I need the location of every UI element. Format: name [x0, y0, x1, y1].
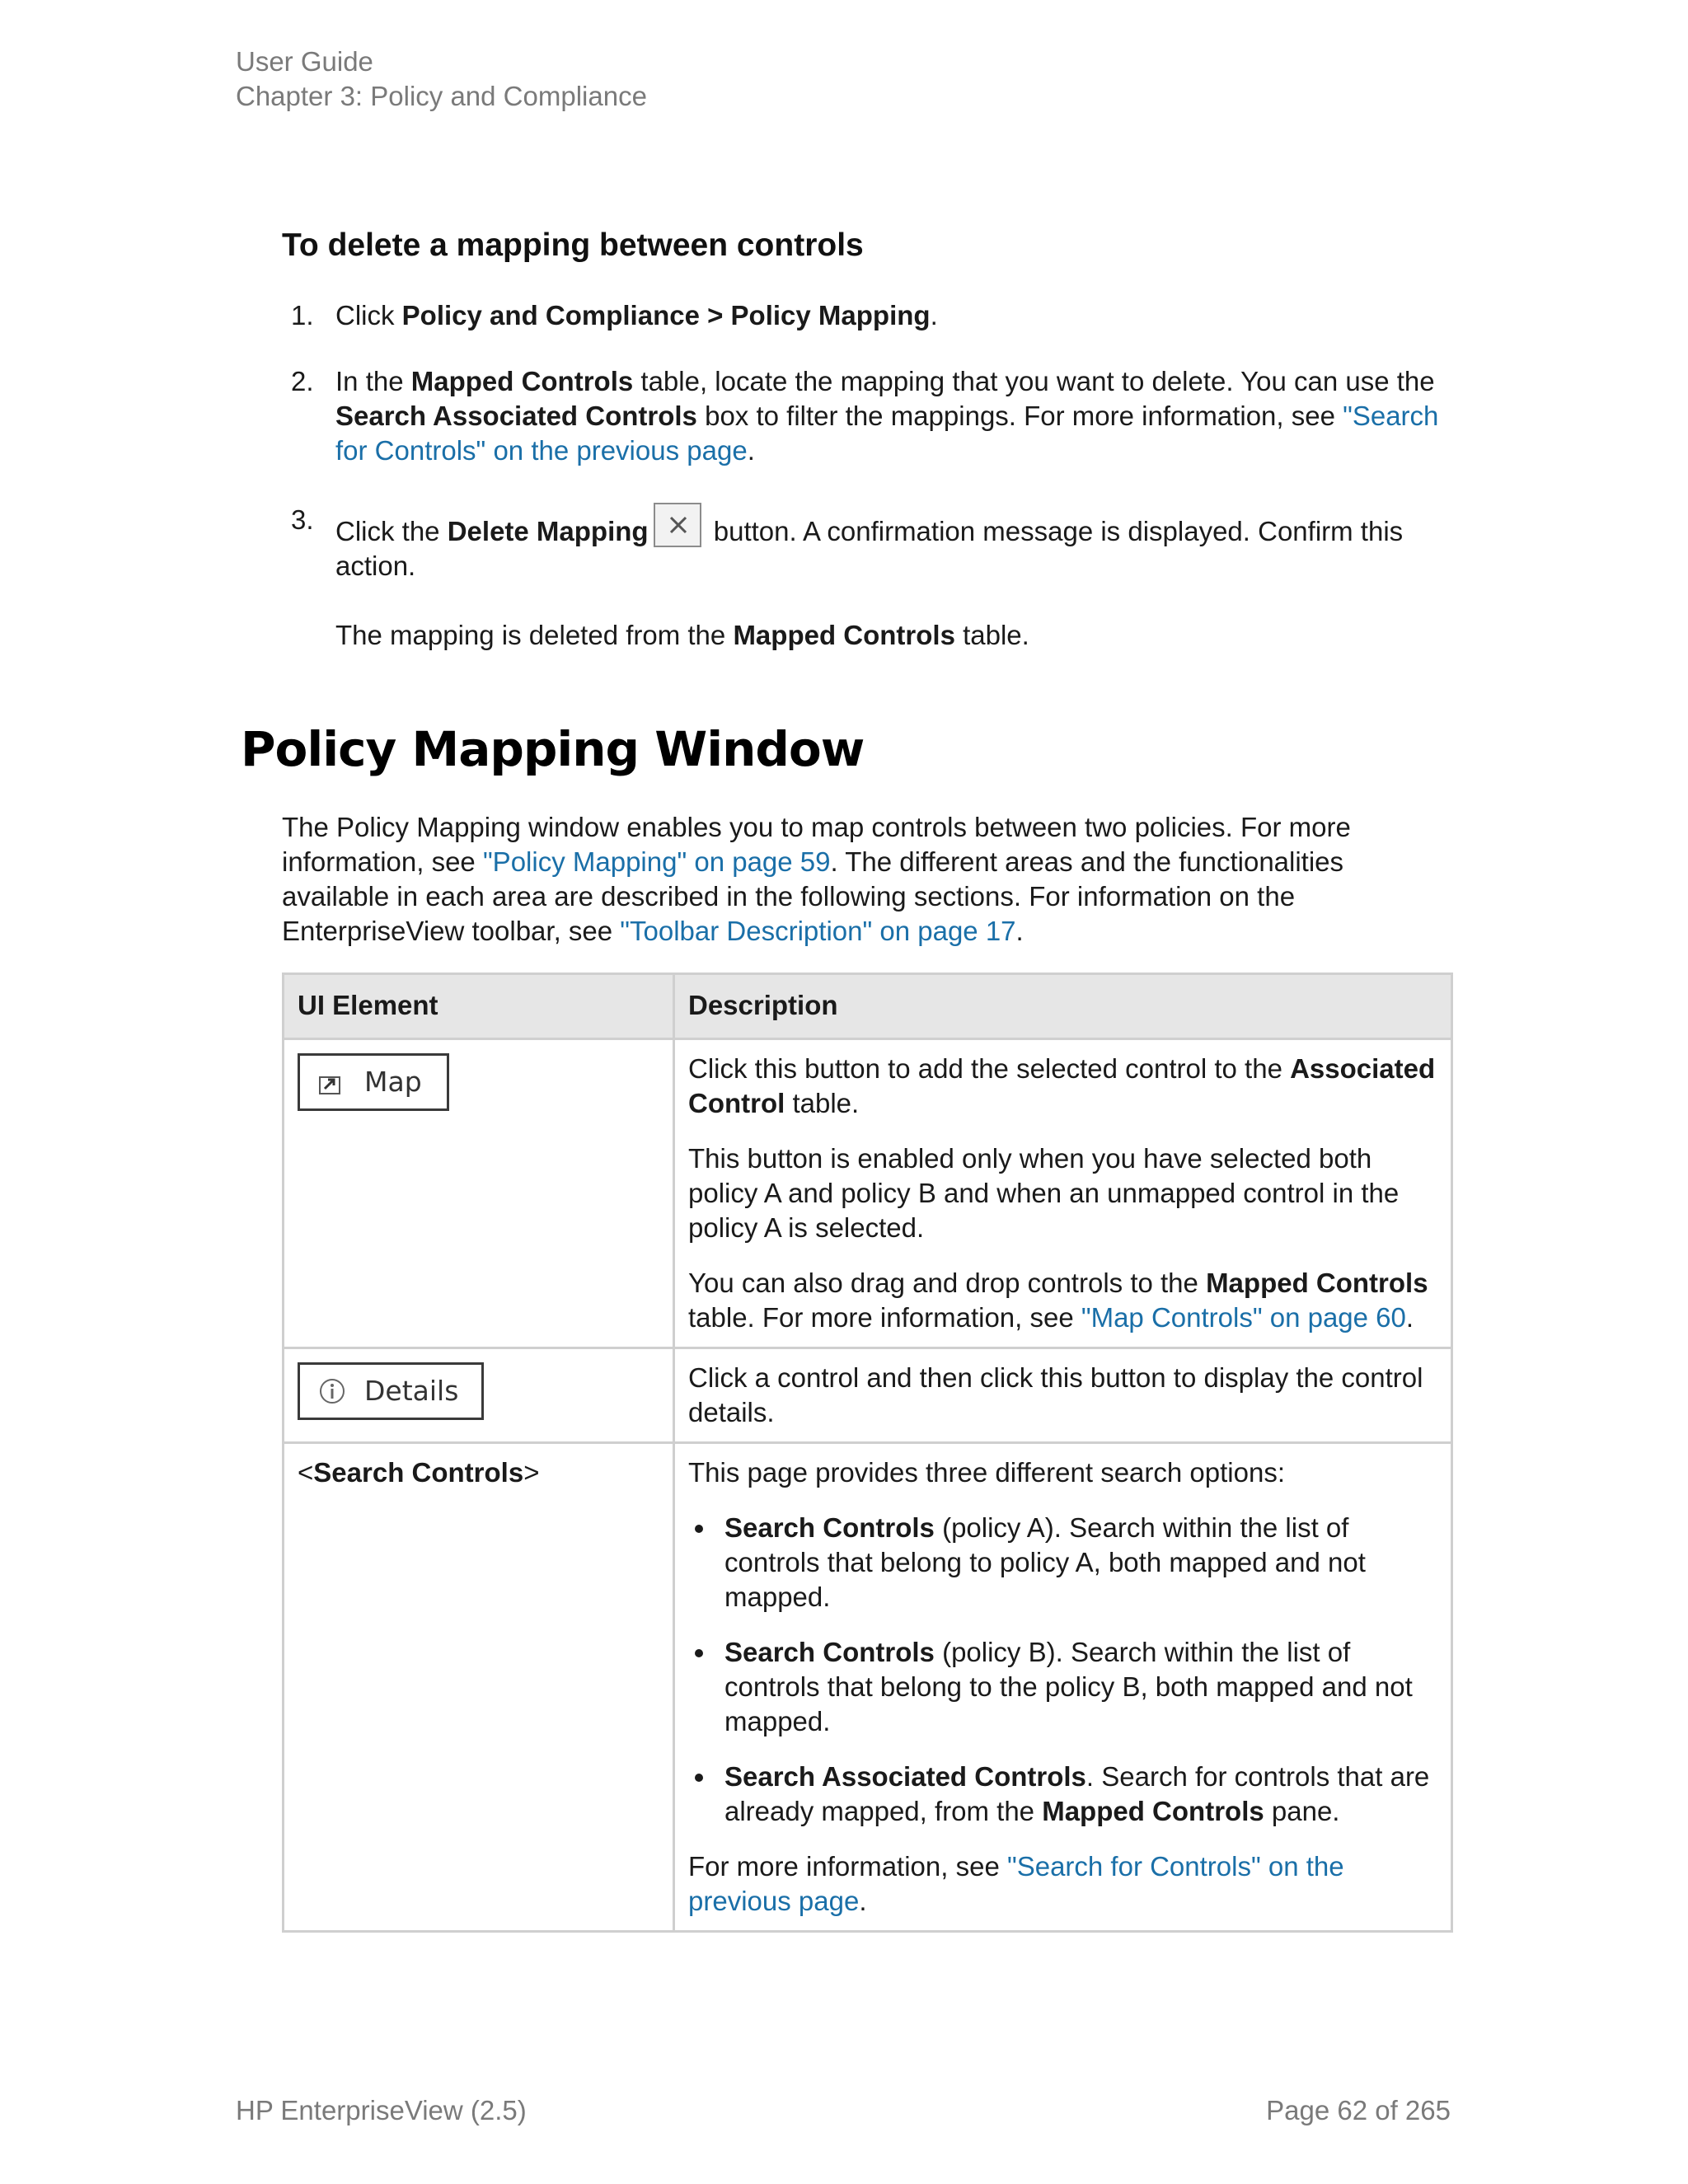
description-cell: Click a control and then click this button to display the control details. [674, 1348, 1452, 1443]
details-button-image: Details [298, 1362, 484, 1420]
ui-element-cell: <Search Controls> [284, 1443, 674, 1932]
section-title: Policy Mapping Window [241, 721, 865, 777]
table-row-search-controls [284, 1443, 1452, 1932]
map-icon [318, 1069, 346, 1095]
header-guide-title: User Guide [236, 46, 373, 77]
step-number: 3. [291, 504, 314, 535]
procedure-step-1: 1. Click Policy and Compliance > Policy Mapping. [335, 298, 1489, 333]
map-button-image: Map [298, 1053, 449, 1111]
toolbar-description-link[interactable]: "Toolbar Description" on page 17 [620, 916, 1016, 946]
header-chapter-title: Chapter 3: Policy and Compliance [236, 81, 647, 111]
ui-element-cell [284, 1039, 674, 1348]
footer-product: HP EnterpriseView (2.5) [236, 2095, 527, 2125]
running-header [236, 45, 647, 114]
table-header-row [284, 974, 1452, 1039]
column-header-ui-element: UI Element [284, 974, 674, 1039]
step-number: 2. [291, 366, 314, 396]
table-row-details [284, 1348, 1452, 1443]
procedure-result: The mapping is deleted from the Mapped Controls table. [335, 620, 1029, 650]
procedure-step-2: 2. In the Mapped Controls table, locate the mapping that you want to delete. You can use the Search Associated Controls box to filter the mappings. For more information, see "Search for Controls" on the previous page. [291, 366, 1439, 466]
description-cell: Click this button to add the selected control to the Associated Control table. This button is enabled only when you have selected both policy A and policy B and when an unmapped control in the policy A is selected. You can also drag and drop controls to the Mapped Controls table. For more information, see "Map Controls" on page 60. [674, 1039, 1452, 1348]
list-item: Search Controls (policy B). Search within the list of controls that belong to the policy B, both mapped and not mapped. [724, 1635, 1437, 1739]
policy-mapping-link[interactable]: "Policy Mapping" on page 59 [482, 846, 831, 877]
section-intro: The Policy Mapping window enables you to map controls between two policies. For more information, see "Policy Mapping" on page 59. The different areas and the functionalities available in each area are described in the following sections. For information on the EnterpriseView toolbar, see "Toolbar Description" on page 17. [282, 812, 1351, 946]
ui-element-table [282, 972, 1453, 1933]
column-header-description: Description [674, 974, 1452, 1039]
list-item: Search Controls (policy A). Search within the list of controls that belong to policy A, both mapped and not mapped. [724, 1511, 1437, 1615]
description-cell: This page provides three different search options: Search Controls (policy A). Search within the list of controls that belong to policy A, both mapped and not mapped. Search Controls (policy B). Search within the list of controls that belong to the policy B, both mapped and not mapped. Search Associated Controls. Search for controls that are already mapped, from the Mapped Controls pane. For more information, see "Search for Controls" on the previous page. [674, 1443, 1452, 1932]
list-item: Search Associated Controls. Search for controls that are already mapped, from the Mapped Controls pane. [724, 1760, 1437, 1829]
footer-page-number: Page 62 of 265 [1266, 2095, 1451, 2125]
search-options-list [688, 1511, 1437, 1829]
ui-element-cell [284, 1348, 674, 1443]
search-for-controls-link[interactable]: "Search for Controls" on the previous page [335, 401, 1439, 466]
delete-mapping-icon [654, 503, 701, 547]
procedure-step-3: 3. Click the Delete Mapping button. A confirmation message is displayed. Confirm this action. [291, 504, 1404, 581]
step-number: 1. [291, 300, 314, 330]
map-controls-link[interactable]: "Map Controls" on page 60 [1081, 1302, 1406, 1333]
procedure-title: To delete a mapping between controls [282, 227, 864, 263]
search-for-controls-link[interactable]: "Search for Controls" on the previous page [688, 1851, 1344, 1916]
table-row-map [284, 1039, 1452, 1348]
info-icon [318, 1377, 346, 1405]
